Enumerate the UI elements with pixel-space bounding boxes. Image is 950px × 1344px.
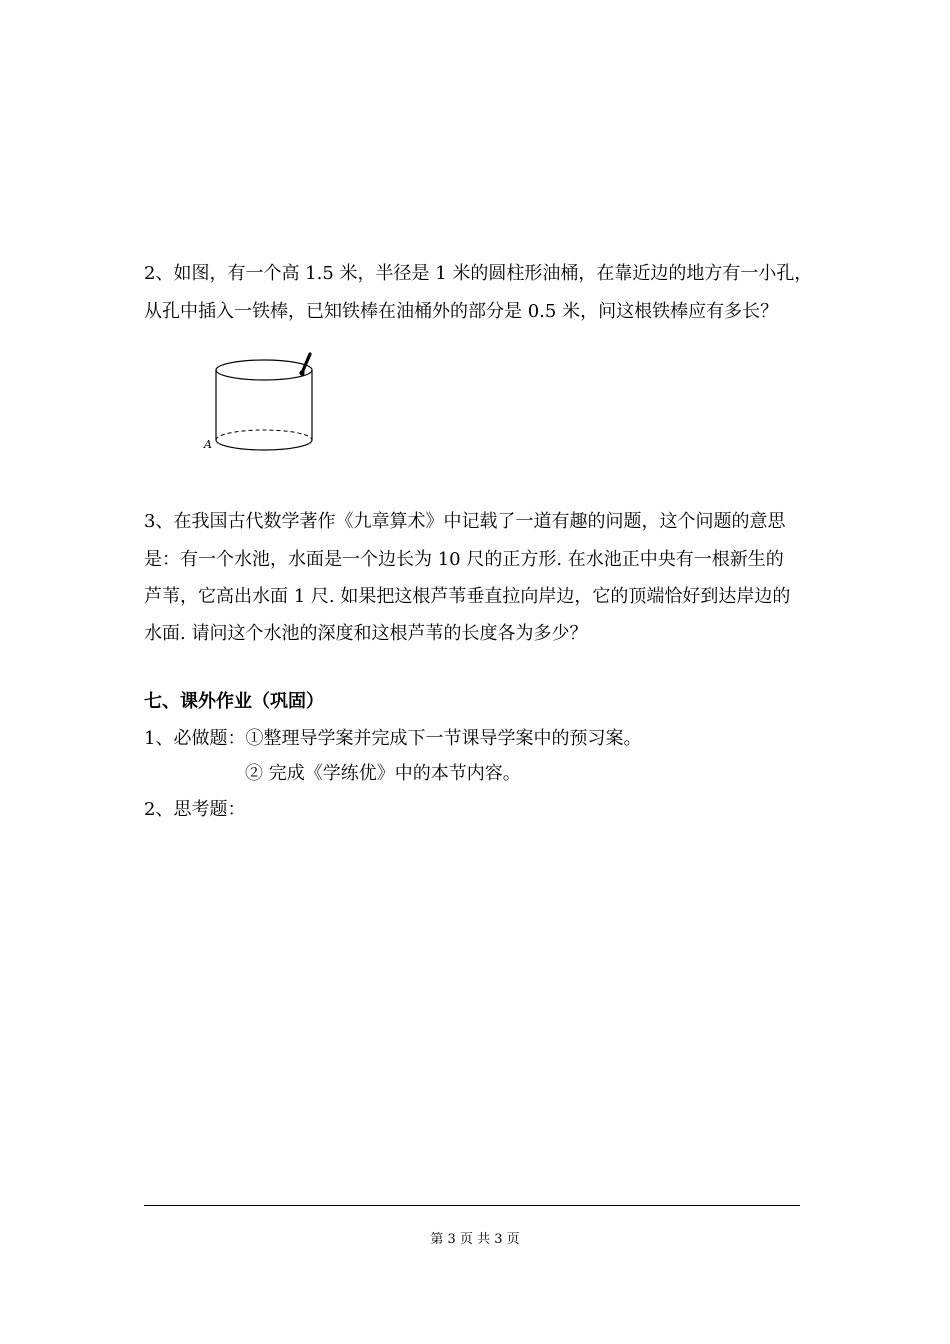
section7-heading: 七、课外作业（巩固） — [144, 691, 324, 712]
homework-item1b: ② 完成《学练优》中的本节内容。 — [245, 763, 521, 784]
homework-item1: 1、必做题：①整理导学案并完成下一节课导学案中的预习案。 — [144, 728, 642, 749]
problem2-line1: 2、如图，有一个高 1.5 米，半径是 1 米的圆柱形油桶，在靠近边的地方有一小孔， — [144, 263, 813, 284]
cylinder-bottom-front-arc — [216, 440, 312, 450]
footer-divider — [144, 1205, 800, 1206]
problem3-line2: 是：有一个水池，水面是一个边长为 10 尺的正方形. 在水池正中央有一根新生的 — [144, 549, 784, 570]
problem3-line3: 芦苇，它高出水面 1 尺. 如果把这根芦苇垂直拉向岸边，它的顶端恰好到达岸边的 — [144, 586, 791, 607]
drum-hole — [299, 370, 304, 375]
iron-rod — [302, 354, 310, 373]
cylinder-bottom-back-arc — [216, 430, 312, 440]
cylinder-oil-drum-figure — [198, 348, 328, 458]
homework-item2: 2、思考题： — [144, 799, 246, 820]
problem2-line2: 从孔中插入一铁棒，已知铁棒在油桶外的部分是 0.5 米，问这根铁棒应有多长？ — [144, 301, 779, 322]
problem3-line4: 水面. 请问这个水池的深度和这根芦苇的长度各为多少？ — [144, 623, 588, 644]
cylinder-top-ellipse — [216, 360, 312, 380]
point-a-label: A — [204, 438, 212, 451]
problem3-line1: 3、在我国古代数学著作《九章算术》中记载了一道有趣的问题，这个问题的意思 — [144, 511, 786, 532]
page-number: 第 3 页 共 3 页 — [430, 1232, 520, 1247]
